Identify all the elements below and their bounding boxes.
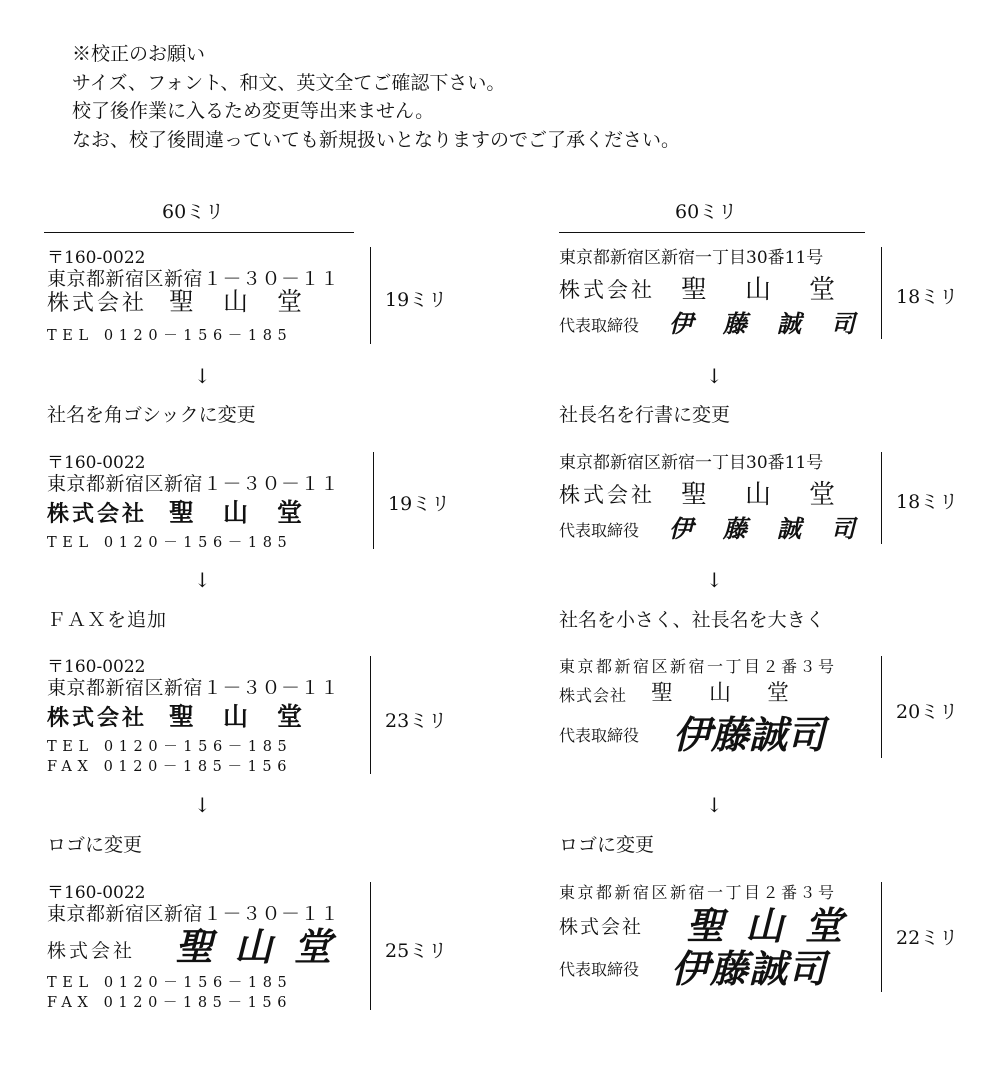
down-arrow-icon: ↓ bbox=[706, 364, 723, 388]
address: 東京都新宿区新宿一丁目30番11号 bbox=[559, 248, 824, 268]
representative-name: 伊藤誠司 bbox=[671, 946, 828, 991]
down-arrow-icon: ↓ bbox=[194, 568, 211, 592]
notice-line: 校了後作業に入るため変更等出来ません。 bbox=[72, 100, 435, 122]
address: 東京都新宿区新宿一丁目30番11号 bbox=[559, 453, 824, 473]
change-caption: ＦＡＸを追加 bbox=[47, 609, 168, 631]
height-line bbox=[373, 452, 374, 549]
size-label: 19ミリ bbox=[385, 289, 448, 311]
address: 東京都新宿区新宿一丁目２番３号 bbox=[559, 657, 837, 676]
company-prefix: 株式会社 bbox=[47, 291, 148, 316]
height-line bbox=[881, 882, 882, 992]
company-name: 聖 山 堂 bbox=[681, 275, 842, 305]
size-label: 18ミリ bbox=[896, 491, 959, 513]
address: 東京都新宿区新宿１－３０－１１ bbox=[47, 268, 340, 290]
change-caption: ロゴに変更 bbox=[559, 834, 655, 856]
down-arrow-icon: ↓ bbox=[194, 364, 211, 388]
representative-title: 代表取締役 bbox=[559, 316, 640, 335]
company-name: 聖 山 堂 bbox=[169, 498, 305, 527]
notice-line: サイズ、フォント、和文、英文全てご確認下さい。 bbox=[72, 71, 506, 94]
company-name: 聖 山 堂 bbox=[651, 681, 797, 706]
change-caption: 社長名を行書に変更 bbox=[559, 404, 731, 426]
address: 東京都新宿区新宿１－３０－１１ bbox=[47, 473, 340, 495]
change-caption: ロゴに変更 bbox=[47, 834, 143, 856]
tel-line: TEL 0120－156－185 bbox=[47, 739, 293, 755]
postal-code: 〒160-0022 bbox=[47, 248, 146, 268]
down-arrow-icon: ↓ bbox=[706, 568, 723, 592]
height-line bbox=[370, 656, 371, 774]
company-name: 聖 山 堂 bbox=[169, 702, 305, 731]
size-label: 23ミリ bbox=[385, 710, 448, 732]
size-label: 20ミリ bbox=[896, 701, 959, 723]
company-logo: 聖 山 堂 bbox=[686, 903, 847, 948]
down-arrow-icon: ↓ bbox=[194, 793, 211, 817]
fax-line: FAX 0120－185－156 bbox=[47, 995, 293, 1011]
postal-code: 〒160-0022 bbox=[47, 883, 146, 903]
size-label: 22ミリ bbox=[896, 927, 959, 949]
tel-line: TEL 0120－156－185 bbox=[47, 975, 293, 991]
tel-line: TEL 0120－156－185 bbox=[47, 328, 293, 344]
height-line bbox=[370, 882, 371, 1010]
company-name: 聖 山 堂 bbox=[681, 480, 842, 510]
tel-line: TEL 0120－156－185 bbox=[47, 535, 293, 551]
size-label: 25ミリ bbox=[385, 940, 448, 962]
change-caption: 社名を小さく、社長名を大きく bbox=[559, 609, 825, 631]
postal-code: 〒160-0022 bbox=[47, 453, 146, 473]
representative-name: 伊 藤 誠 司 bbox=[669, 309, 858, 338]
address: 東京都新宿区新宿１－３０－１１ bbox=[47, 903, 340, 925]
left-width-line bbox=[44, 232, 354, 233]
left-width-label: 60ミリ bbox=[162, 201, 225, 223]
height-line bbox=[370, 247, 371, 344]
notice-line: ※校正のお願い bbox=[72, 43, 206, 65]
representative-title: 代表取締役 bbox=[559, 726, 640, 745]
company-prefix: 株式会社 bbox=[47, 940, 136, 962]
company-logo: 聖 山 堂 bbox=[175, 924, 336, 969]
fax-line: FAX 0120－185－156 bbox=[47, 759, 293, 775]
right-width-line bbox=[559, 232, 865, 233]
address: 東京都新宿区新宿一丁目２番３号 bbox=[559, 883, 837, 902]
company-prefix: 株式会社 bbox=[559, 483, 655, 507]
representative-name: 伊 藤 誠 司 bbox=[669, 514, 858, 543]
notice-line: なお、校了後間違っていても新規扱いとなりますのでご了承ください。 bbox=[72, 128, 681, 151]
height-line bbox=[881, 247, 882, 339]
size-label: 18ミリ bbox=[896, 286, 959, 308]
height-line bbox=[881, 452, 882, 544]
representative-name: 伊藤誠司 bbox=[673, 712, 826, 757]
company-prefix: 株式会社 bbox=[47, 502, 148, 527]
representative-title: 代表取締役 bbox=[559, 960, 640, 979]
company-prefix: 株式会社 bbox=[559, 916, 644, 938]
company-prefix: 株式会社 bbox=[559, 278, 655, 302]
height-line bbox=[881, 656, 882, 758]
company-prefix: 株式会社 bbox=[559, 686, 628, 705]
company-prefix: 株式会社 bbox=[47, 706, 148, 731]
address: 東京都新宿区新宿１－３０－１１ bbox=[47, 677, 340, 699]
change-caption: 社名を角ゴシックに変更 bbox=[47, 404, 256, 426]
postal-code: 〒160-0022 bbox=[47, 657, 146, 677]
company-name: 聖 山 堂 bbox=[169, 287, 305, 316]
down-arrow-icon: ↓ bbox=[706, 793, 723, 817]
representative-title: 代表取締役 bbox=[559, 521, 640, 540]
right-width-label: 60ミリ bbox=[675, 201, 738, 223]
proofing-notice bbox=[72, 40, 680, 154]
size-label: 19ミリ bbox=[388, 493, 451, 515]
